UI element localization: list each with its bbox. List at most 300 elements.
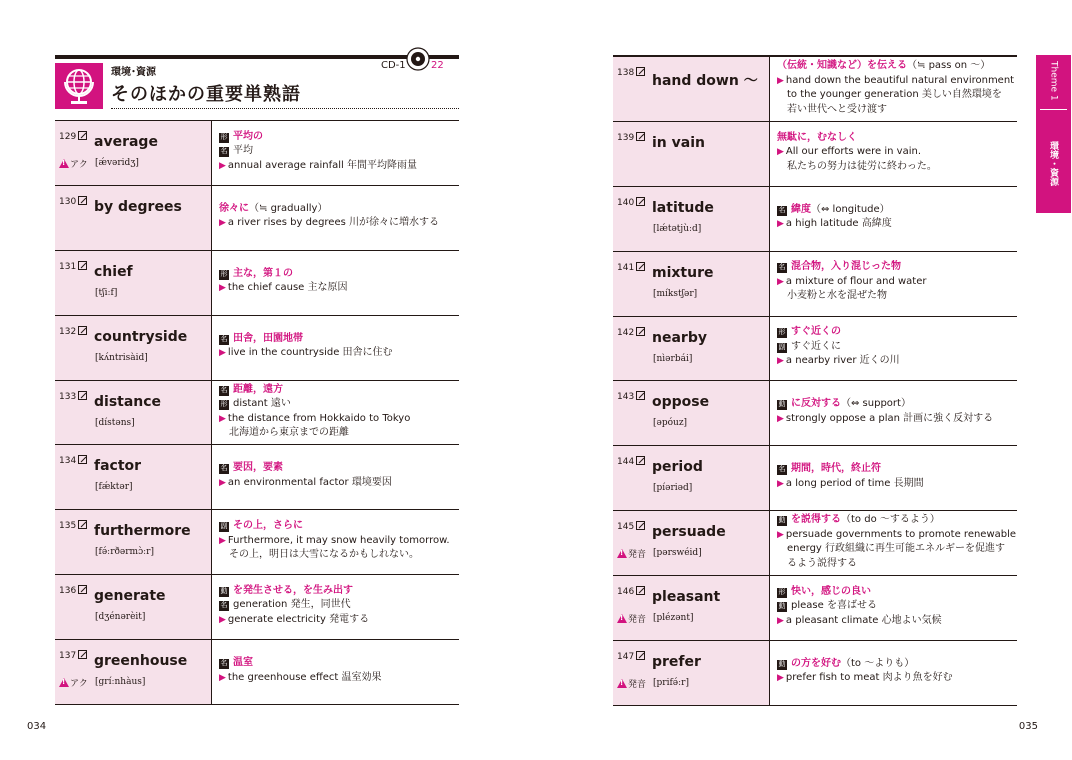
- line-text: generation 発生，同世代: [233, 599, 351, 611]
- checkbox-icon[interactable]: [78, 326, 87, 335]
- example-arrow-icon: ▶: [219, 535, 226, 546]
- line-text: an environmental factor 環境要因: [227, 476, 392, 488]
- entry-number: [617, 456, 645, 467]
- definition-line: [219, 267, 459, 282]
- definition-line: [219, 202, 459, 217]
- checkbox-icon[interactable]: [636, 132, 645, 141]
- definition-line: [777, 354, 1017, 369]
- checkbox-icon[interactable]: [636, 586, 645, 595]
- meaning-text: 要因，要素: [233, 462, 283, 474]
- headword: hand down ～: [652, 73, 758, 89]
- definition-cell: [212, 186, 459, 250]
- definition-line: [777, 397, 1017, 412]
- definition-line: [777, 203, 1017, 218]
- entry-number: [617, 262, 645, 273]
- checkbox-icon[interactable]: [78, 585, 87, 594]
- line-text: （≒ gradually）: [249, 202, 328, 214]
- pronunciation: [prifə́ːr]: [653, 678, 689, 689]
- line-text: （to do ～するよう）: [841, 514, 940, 526]
- side-tab-divider: [1040, 109, 1067, 110]
- entry-number-text: 145: [617, 522, 635, 533]
- entry-number: [59, 650, 87, 661]
- entry-number-text: 140: [617, 197, 635, 208]
- entry-number-text: 141: [617, 262, 635, 273]
- line-text: the greenhouse effect 温室効果: [227, 671, 382, 683]
- pronunciation: [tʃiːf]: [95, 287, 118, 298]
- meaning-text: 田舎，田園地帯: [233, 332, 303, 344]
- checkbox-icon[interactable]: [636, 651, 645, 660]
- part-of-speech-tag: 名: [778, 205, 786, 214]
- entry-number: [617, 67, 645, 78]
- title-divider: [111, 108, 459, 109]
- example-arrow-icon: ▶: [777, 219, 784, 230]
- definition-cell: [212, 251, 459, 315]
- vocab-entry: [613, 446, 1017, 511]
- definition-line: [219, 346, 459, 361]
- word-cell: [613, 576, 770, 640]
- headword: countryside: [94, 328, 188, 345]
- definition-cell: [770, 317, 1017, 381]
- entry-number-text: 130: [59, 196, 77, 207]
- example-arrow-icon: ▶: [219, 218, 226, 229]
- word-cell: [613, 641, 770, 705]
- entry-number-text: 146: [617, 587, 635, 598]
- pronunciation: [míkstʃər]: [653, 288, 698, 299]
- line-text: 小麦粉と水を混ぜた物: [787, 290, 887, 302]
- line-text: distant 遠い: [233, 398, 291, 410]
- word-cell: [55, 510, 212, 574]
- definition-cell: [212, 510, 459, 574]
- part-of-speech-tag: 形: [778, 587, 786, 596]
- entry-number-text: 131: [59, 261, 77, 272]
- definition-cell: [770, 122, 1017, 186]
- line-text: the distance from Hokkaido to Tokyo: [227, 412, 411, 424]
- cd-track-indicator[interactable]: [381, 47, 451, 73]
- meaning-text: を発生させる，を生み出す: [233, 584, 353, 596]
- word-cell: [613, 57, 770, 121]
- line-text: a pleasant climate 心地よい気候: [785, 614, 942, 626]
- entry-number: [59, 131, 87, 142]
- globe-icon: [55, 63, 103, 109]
- definition-line: [777, 477, 1017, 492]
- entry-number-text: 135: [59, 521, 77, 532]
- part-of-speech-tag: 動: [778, 659, 786, 668]
- meaning-text: 主な，第１の: [233, 267, 293, 279]
- checkbox-icon[interactable]: [636, 391, 645, 400]
- vocab-entry: [55, 121, 459, 186]
- entry-number-text: 144: [617, 457, 635, 468]
- part-of-speech-tag: 名: [220, 601, 228, 610]
- part-of-speech-tag: 名: [220, 464, 228, 473]
- definition-line: [219, 426, 459, 441]
- definition-line: [219, 412, 459, 427]
- definition-line: [219, 159, 459, 174]
- line-text: 北海道から東京までの距離: [229, 427, 349, 439]
- meaning-text: 徐々に: [219, 202, 249, 214]
- vocab-entry: [613, 252, 1017, 317]
- meaning-text: （伝統・知識など）を伝える: [777, 60, 907, 71]
- definition-line: [777, 657, 1017, 672]
- part-of-speech-tag: 名: [220, 334, 228, 343]
- definition-cell: [770, 252, 1017, 316]
- line-text: persuade governments to promote renewable: [785, 528, 1017, 540]
- line-text: 私たちの努力は徒労に終わった。: [787, 160, 937, 172]
- vocab-entry: [613, 511, 1017, 576]
- meaning-text: 平均の: [233, 130, 263, 142]
- part-of-speech-tag: 名: [778, 263, 786, 272]
- vocab-entry: [55, 575, 459, 640]
- definition-cell: [212, 575, 459, 639]
- entry-number: [59, 391, 87, 402]
- example-arrow-icon: ▶: [777, 356, 784, 367]
- part-of-speech-tag: 副: [220, 522, 228, 531]
- warning-badge: [617, 547, 646, 560]
- definition-line: [219, 548, 459, 563]
- word-cell: [55, 640, 212, 704]
- example-arrow-icon: ▶: [777, 478, 784, 489]
- warning-icon: [617, 614, 627, 623]
- warning-badge: [59, 157, 88, 170]
- definition-cell: [212, 640, 459, 704]
- definition-line: [219, 613, 459, 628]
- example-arrow-icon: ▶: [219, 348, 226, 359]
- headword: mixture: [652, 264, 714, 281]
- definition-cell: [770, 446, 1017, 510]
- entry-number-text: 139: [617, 132, 635, 143]
- part-of-speech-tag: 副: [778, 342, 786, 351]
- word-cell: [55, 316, 212, 380]
- line-text: a long period of time 長期間: [785, 477, 924, 489]
- entry-number: [59, 261, 87, 272]
- definition-line: [777, 88, 1017, 103]
- entry-number-text: 142: [617, 327, 635, 338]
- entry-number-text: 136: [59, 586, 77, 597]
- definition-cell: [770, 187, 1017, 251]
- part-of-speech-tag: 動: [778, 400, 786, 409]
- checkbox-icon[interactable]: [636, 67, 645, 76]
- word-cell: [613, 446, 770, 510]
- line-text: Furthermore, it may snow heavily tomorrow.: [227, 534, 450, 546]
- entry-number: [617, 197, 645, 208]
- word-cell: [613, 317, 770, 381]
- vocab-entry: [55, 186, 459, 251]
- example-arrow-icon: ▶: [777, 615, 784, 626]
- definition-line: [777, 513, 1017, 528]
- definition-line: [777, 74, 1017, 89]
- definition-line: [777, 528, 1017, 543]
- word-cell: [55, 251, 212, 315]
- definition-line: [777, 557, 1017, 572]
- definition-line: [219, 476, 459, 491]
- vocab-entry: [55, 381, 459, 446]
- page-title: そのほかの重要単熟語: [111, 84, 301, 105]
- meaning-text: 混合物，入り混じった物: [791, 261, 901, 273]
- line-text: annual average rainfall 年間平均降雨量: [227, 159, 418, 171]
- definition-line: [219, 144, 459, 159]
- definition-line: [219, 656, 459, 671]
- checkbox-icon[interactable]: [78, 196, 87, 205]
- definition-line: [219, 397, 459, 412]
- entry-list-right: [613, 55, 1017, 706]
- line-text: るよう説得する: [787, 557, 857, 569]
- meaning-text: 無駄に，むなしく: [777, 131, 857, 143]
- warning-text: 発音: [628, 550, 647, 561]
- example-arrow-icon: ▶: [219, 283, 226, 294]
- headword: latitude: [652, 199, 714, 216]
- line-text: （⇔ longitude）: [811, 203, 890, 215]
- line-text: All our efforts were in vain.: [785, 146, 922, 158]
- warning-icon: [59, 159, 69, 168]
- line-text: （⇔ support）: [841, 398, 911, 410]
- headword: furthermore: [94, 523, 191, 540]
- checkbox-icon[interactable]: [78, 391, 87, 400]
- line-text: a high latitude 高緯度: [785, 218, 892, 230]
- checkbox-icon[interactable]: [78, 261, 87, 270]
- line-text: a mixture of flour and water: [785, 275, 927, 287]
- line-text: 平均: [233, 145, 253, 157]
- cd-disc-icon: [406, 47, 430, 75]
- definition-line: [777, 671, 1017, 686]
- headword: prefer: [652, 654, 701, 671]
- headword: distance: [94, 393, 162, 410]
- checkbox-icon[interactable]: [636, 262, 645, 271]
- word-cell: [55, 186, 212, 250]
- word-cell: [613, 187, 770, 251]
- part-of-speech-tag: 名: [220, 385, 228, 394]
- part-of-speech-tag: 名: [220, 659, 228, 668]
- line-text: （≒ pass on ～）: [907, 60, 991, 71]
- entry-number: [617, 132, 645, 143]
- entry-number: [59, 520, 87, 531]
- entry-number-text: 134: [59, 456, 77, 467]
- entry-number: [59, 326, 87, 337]
- warning-text: 発音: [628, 615, 647, 626]
- definition-line: [777, 131, 1017, 146]
- definition-line: [219, 584, 459, 599]
- warning-badge: [59, 676, 88, 689]
- entry-number-text: 147: [617, 652, 635, 663]
- part-of-speech-tag: 形: [220, 400, 228, 409]
- definition-line: [777, 160, 1017, 175]
- entry-number-text: 137: [59, 651, 77, 662]
- entry-number: [617, 586, 645, 597]
- definition-line: [777, 614, 1017, 629]
- cd-label: CD-1: [381, 60, 406, 71]
- pronunciation: [gríːnhàus]: [95, 677, 146, 688]
- entry-number: [617, 521, 645, 532]
- definition-cell: [770, 511, 1017, 575]
- line-text: a nearby river 近くの川: [785, 355, 900, 367]
- part-of-speech-tag: 名: [220, 147, 228, 156]
- line-text: 若い世代へと受け渡す: [787, 103, 887, 115]
- side-tab-name: 環境・資源: [1048, 141, 1058, 186]
- pronunciation: [dʒénərèit]: [95, 612, 146, 623]
- vocab-entry: [55, 640, 459, 705]
- pronunciation: [píəriəd]: [653, 483, 693, 494]
- checkbox-icon[interactable]: [636, 327, 645, 336]
- word-cell: [55, 445, 212, 509]
- checkbox-icon[interactable]: [78, 131, 87, 140]
- pronunciation: [pərswéid]: [653, 548, 702, 559]
- definition-cell: [770, 576, 1017, 640]
- cd-track-number: 22: [431, 60, 444, 71]
- vocab-entry: [613, 122, 1017, 187]
- line-text: the chief cause 主な原因: [227, 282, 348, 294]
- vocab-entry: [55, 251, 459, 316]
- example-arrow-icon: ▶: [219, 413, 226, 424]
- entry-number: [59, 455, 87, 466]
- vocab-entry: [613, 317, 1017, 382]
- definition-line: [777, 599, 1017, 614]
- definition-line: [777, 340, 1017, 355]
- vocab-entry: [613, 187, 1017, 252]
- theme-label: 環境･資源: [111, 67, 156, 78]
- entry-number: [617, 327, 645, 338]
- definition-cell: [212, 316, 459, 380]
- part-of-speech-tag: 名: [778, 465, 786, 474]
- checkbox-icon[interactable]: [636, 521, 645, 530]
- definition-line: [219, 383, 459, 398]
- headword: in vain: [652, 134, 705, 151]
- definition-line: [219, 461, 459, 476]
- definition-cell: [212, 445, 459, 509]
- headword: period: [652, 459, 703, 476]
- definition-line: [219, 534, 459, 549]
- definition-line: [777, 325, 1017, 340]
- checkbox-icon[interactable]: [78, 650, 87, 659]
- definition-line: [219, 598, 459, 613]
- entry-number-text: 138: [617, 68, 635, 78]
- pronunciation: [plézənt]: [653, 613, 694, 624]
- pronunciation: [dístəns]: [95, 417, 135, 428]
- warning-badge: [617, 677, 646, 690]
- definition-cell: [770, 641, 1017, 705]
- checkbox-icon[interactable]: [636, 197, 645, 206]
- word-cell: [613, 252, 770, 316]
- example-arrow-icon: ▶: [777, 75, 784, 86]
- definition-line: [777, 412, 1017, 427]
- entry-number: [617, 391, 645, 402]
- pronunciation: [kʌ́ntrisàid]: [95, 352, 148, 363]
- example-arrow-icon: ▶: [777, 529, 784, 540]
- pronunciation: [əpóuz]: [653, 418, 688, 429]
- line-text: live in the countryside 田舎に住む: [227, 347, 393, 359]
- meaning-text: 期間，時代，終止符: [791, 463, 881, 475]
- word-cell: [613, 511, 770, 575]
- example-arrow-icon: ▶: [777, 147, 784, 158]
- definition-line: [219, 130, 459, 145]
- checkbox-icon[interactable]: [78, 455, 87, 464]
- pronunciation: [nìərbái]: [653, 353, 693, 364]
- line-text: （to ～よりも）: [841, 657, 915, 669]
- entry-number-text: 133: [59, 391, 77, 402]
- meaning-text: を説得する: [791, 514, 841, 526]
- definition-cell: [212, 381, 459, 445]
- pronunciation: [fǽktər]: [95, 482, 133, 493]
- headword: chief: [94, 263, 133, 280]
- warning-text: アク: [70, 679, 88, 690]
- pronunciation: [lǽtətjùːd]: [653, 223, 702, 234]
- part-of-speech-tag: 動: [778, 516, 786, 525]
- vocab-entry: [613, 576, 1017, 641]
- headword: average: [94, 134, 158, 150]
- word-cell: [55, 121, 212, 185]
- line-text: prefer fish to meat 肉より魚を好む: [785, 672, 953, 684]
- line-text: strongly oppose a plan 計画に強く反対する: [785, 412, 994, 424]
- headword: factor: [94, 458, 142, 475]
- entry-number-text: 132: [59, 326, 77, 337]
- theme-side-tab[interactable]: [1036, 55, 1071, 213]
- vocab-entry: [55, 510, 459, 575]
- vocab-entry: [55, 316, 459, 381]
- headword: greenhouse: [94, 653, 188, 670]
- entry-number-text: 129: [59, 132, 77, 142]
- entry-number: [59, 196, 87, 207]
- definition-line: [777, 585, 1017, 600]
- pronunciation: [ǽvəridʒ]: [95, 158, 139, 168]
- definition-line: [777, 275, 1017, 290]
- vocab-entry: [613, 381, 1017, 446]
- page-number-left: 034: [27, 721, 47, 732]
- meaning-text: の方を好む: [791, 657, 841, 669]
- definition-line: [219, 332, 459, 347]
- definition-cell: [770, 381, 1017, 445]
- definition-line: [777, 145, 1017, 160]
- meaning-text: 距離，遠方: [233, 383, 283, 395]
- example-arrow-icon: ▶: [777, 413, 784, 424]
- line-text: a river rises by degrees 川が徐々に増水する: [227, 217, 439, 229]
- warning-icon: [59, 678, 69, 687]
- meaning-text: 緯度: [791, 203, 811, 215]
- vocab-entry: [613, 57, 1017, 122]
- definition-line: [219, 671, 459, 686]
- definition-line: [219, 216, 459, 231]
- vocab-entry: [55, 445, 459, 510]
- line-text: hand down the beautiful natural environment: [785, 74, 1015, 86]
- meaning-text: 温室: [233, 657, 253, 669]
- example-arrow-icon: ▶: [219, 672, 226, 683]
- checkbox-icon[interactable]: [78, 520, 87, 529]
- definition-line: [777, 542, 1017, 557]
- headword: persuade: [652, 524, 726, 541]
- definition-cell: [212, 121, 459, 185]
- line-text: その上，明日は大雪になるかもしれない。: [229, 549, 419, 561]
- headword: oppose: [652, 394, 710, 411]
- meaning-text: に反対する: [791, 398, 841, 410]
- entry-number: [59, 585, 87, 596]
- part-of-speech-tag: 動: [778, 602, 786, 611]
- warning-icon: [617, 549, 627, 558]
- checkbox-icon[interactable]: [636, 456, 645, 465]
- warning-text: 発音: [628, 680, 647, 691]
- line-text: energy 行政組織に再生可能エネルギーを促進す: [787, 543, 1006, 555]
- definition-line: [777, 462, 1017, 477]
- definition-line: [777, 103, 1017, 118]
- meaning-text: すぐ近くの: [791, 326, 841, 338]
- entry-number-text: 143: [617, 392, 635, 403]
- headword: nearby: [652, 329, 707, 346]
- part-of-speech-tag: 形: [220, 132, 228, 141]
- warning-badge: [617, 612, 646, 625]
- definition-line: [219, 519, 459, 534]
- word-cell: [613, 122, 770, 186]
- word-cell: [55, 381, 212, 445]
- example-arrow-icon: ▶: [777, 673, 784, 684]
- part-of-speech-tag: 動: [220, 586, 228, 595]
- entry-number: [617, 651, 645, 662]
- entry-list-left: [55, 120, 459, 705]
- page-number-right: 035: [1018, 721, 1038, 732]
